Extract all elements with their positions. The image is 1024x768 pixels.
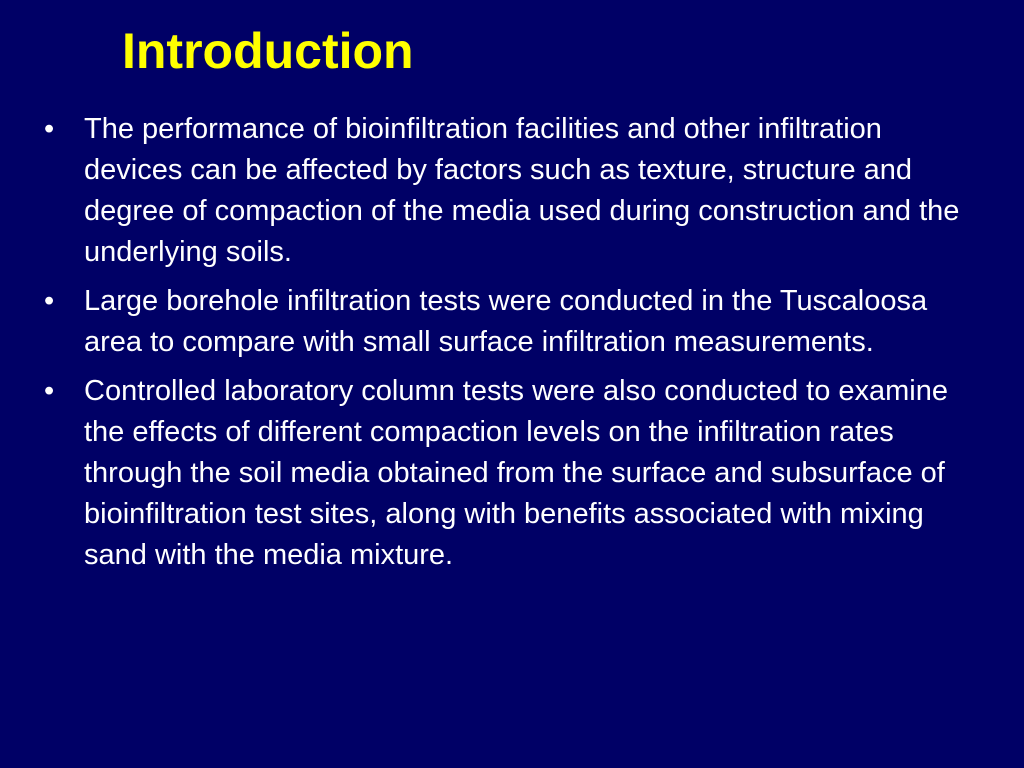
bullet-item xyxy=(0,109,1000,273)
bullet-icon: • xyxy=(44,375,55,407)
bullet-icon: • xyxy=(44,113,55,145)
bullet-text: The performance of bioinfiltration facilities and other infiltration devices can be affected by factors such as texture, structure and degree of compaction of the media used during construction and the underlying soils. xyxy=(84,113,960,268)
bullet-item xyxy=(0,281,1000,363)
bullet-list xyxy=(0,109,1000,584)
bullet-item xyxy=(0,371,1000,576)
bullet-text: Controlled laboratory column tests were also conducted to examine the effects of different compaction levels on the infiltration rates through the soil media obtained from the surface and subsurface of bioinfiltration test sites, along with benefits associated with mixing sand with the media mixture. xyxy=(84,375,949,571)
slide-title: Introduction xyxy=(122,23,414,79)
bullet-icon: • xyxy=(44,285,55,317)
bullet-text: Large borehole infiltration tests were conducted in the Tuscaloosa area to compare with small surface infiltration measurements. xyxy=(84,285,928,358)
